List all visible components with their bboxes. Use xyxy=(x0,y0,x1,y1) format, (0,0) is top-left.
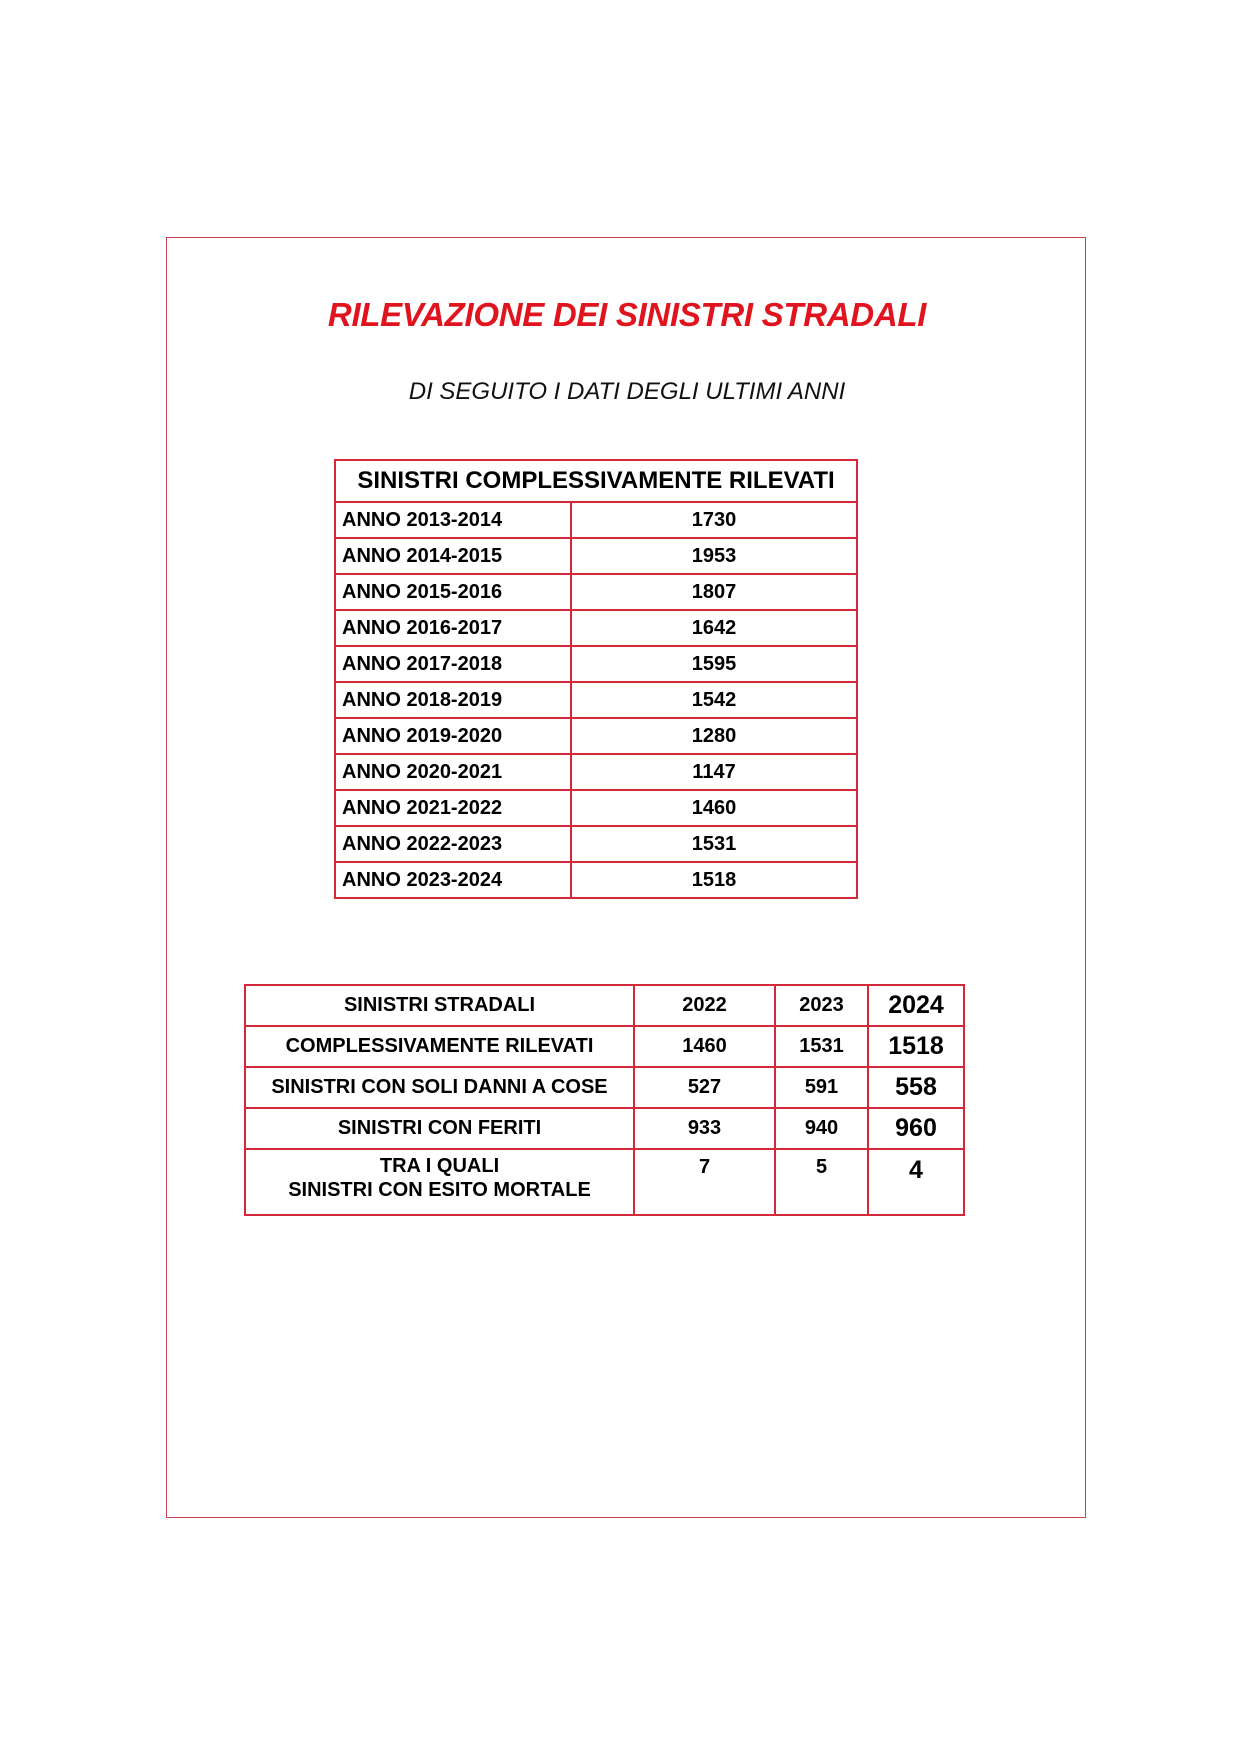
table-row xyxy=(335,682,857,718)
year-header-2024: 2024 xyxy=(868,985,964,1026)
accident-count: 1460 xyxy=(571,790,857,826)
row-label: COMPLESSIVAMENTE RILEVATI xyxy=(245,1026,634,1067)
table-row xyxy=(245,1067,964,1108)
accident-count: 1542 xyxy=(571,682,857,718)
document-subtitle: DI SEGUITO I DATI DEGLI ULTIMI ANNI xyxy=(408,378,846,405)
year-header-2022: 2022 xyxy=(634,985,775,1026)
annual-accidents-table xyxy=(334,459,858,899)
accident-count: 1953 xyxy=(571,538,857,574)
value-2022: 7 xyxy=(634,1149,775,1215)
comparison-table xyxy=(244,984,965,1216)
table-row xyxy=(335,790,857,826)
row-label xyxy=(245,1149,634,1215)
annual-table-header: SINISTRI COMPLESSIVAMENTE RILEVATI xyxy=(335,460,857,502)
table-row xyxy=(335,610,857,646)
row-label: SINISTRI CON SOLI DANNI A COSE xyxy=(245,1067,634,1108)
table-row xyxy=(245,1026,964,1067)
year-label: ANNO 2013-2014 xyxy=(335,502,571,538)
table-row xyxy=(335,574,857,610)
value-2023: 5 xyxy=(775,1149,868,1215)
table-header-row xyxy=(245,985,964,1026)
accident-count: 1280 xyxy=(571,718,857,754)
table-header-row xyxy=(335,460,857,502)
value-2024: 1518 xyxy=(868,1026,964,1067)
table-row xyxy=(335,826,857,862)
value-2022: 1460 xyxy=(634,1026,775,1067)
year-header-2023: 2023 xyxy=(775,985,868,1026)
value-2023: 940 xyxy=(775,1108,868,1149)
year-label: ANNO 2022-2023 xyxy=(335,826,571,862)
table-row xyxy=(335,718,857,754)
accident-count: 1807 xyxy=(571,574,857,610)
value-2022: 527 xyxy=(634,1067,775,1108)
value-2023: 591 xyxy=(775,1067,868,1108)
accident-count: 1518 xyxy=(571,862,857,898)
value-2022: 933 xyxy=(634,1108,775,1149)
table-row xyxy=(335,754,857,790)
row-label: SINISTRI CON FERITI xyxy=(245,1108,634,1149)
table-row xyxy=(245,1108,964,1149)
table-row xyxy=(335,538,857,574)
accident-count: 1531 xyxy=(571,826,857,862)
table-row xyxy=(335,502,857,538)
accident-count: 1147 xyxy=(571,754,857,790)
table-row xyxy=(245,1149,964,1215)
year-label: ANNO 2016-2017 xyxy=(335,610,571,646)
year-label: ANNO 2019-2020 xyxy=(335,718,571,754)
value-2023: 1531 xyxy=(775,1026,868,1067)
year-label: ANNO 2018-2019 xyxy=(335,682,571,718)
year-label: ANNO 2014-2015 xyxy=(335,538,571,574)
value-2024: 960 xyxy=(868,1108,964,1149)
table-row xyxy=(335,646,857,682)
year-label: ANNO 2015-2016 xyxy=(335,574,571,610)
value-2024: 4 xyxy=(868,1149,964,1215)
accident-count: 1642 xyxy=(571,610,857,646)
year-label: ANNO 2023-2024 xyxy=(335,862,571,898)
category-header: SINISTRI STRADALI xyxy=(245,985,634,1026)
accident-count: 1595 xyxy=(571,646,857,682)
accident-count: 1730 xyxy=(571,502,857,538)
row-label-line-1: TRA I QUALI xyxy=(379,1155,500,1177)
value-2024: 558 xyxy=(868,1067,964,1108)
year-label: ANNO 2020-2021 xyxy=(335,754,571,790)
row-label-line-2: SINISTRI CON ESITO MORTALE xyxy=(288,1179,591,1201)
year-label: ANNO 2021-2022 xyxy=(335,790,571,826)
year-label: ANNO 2017-2018 xyxy=(335,646,571,682)
document-title: RILEVAZIONE DEI SINISTRI STRADALI xyxy=(327,296,927,333)
table-row xyxy=(335,862,857,898)
